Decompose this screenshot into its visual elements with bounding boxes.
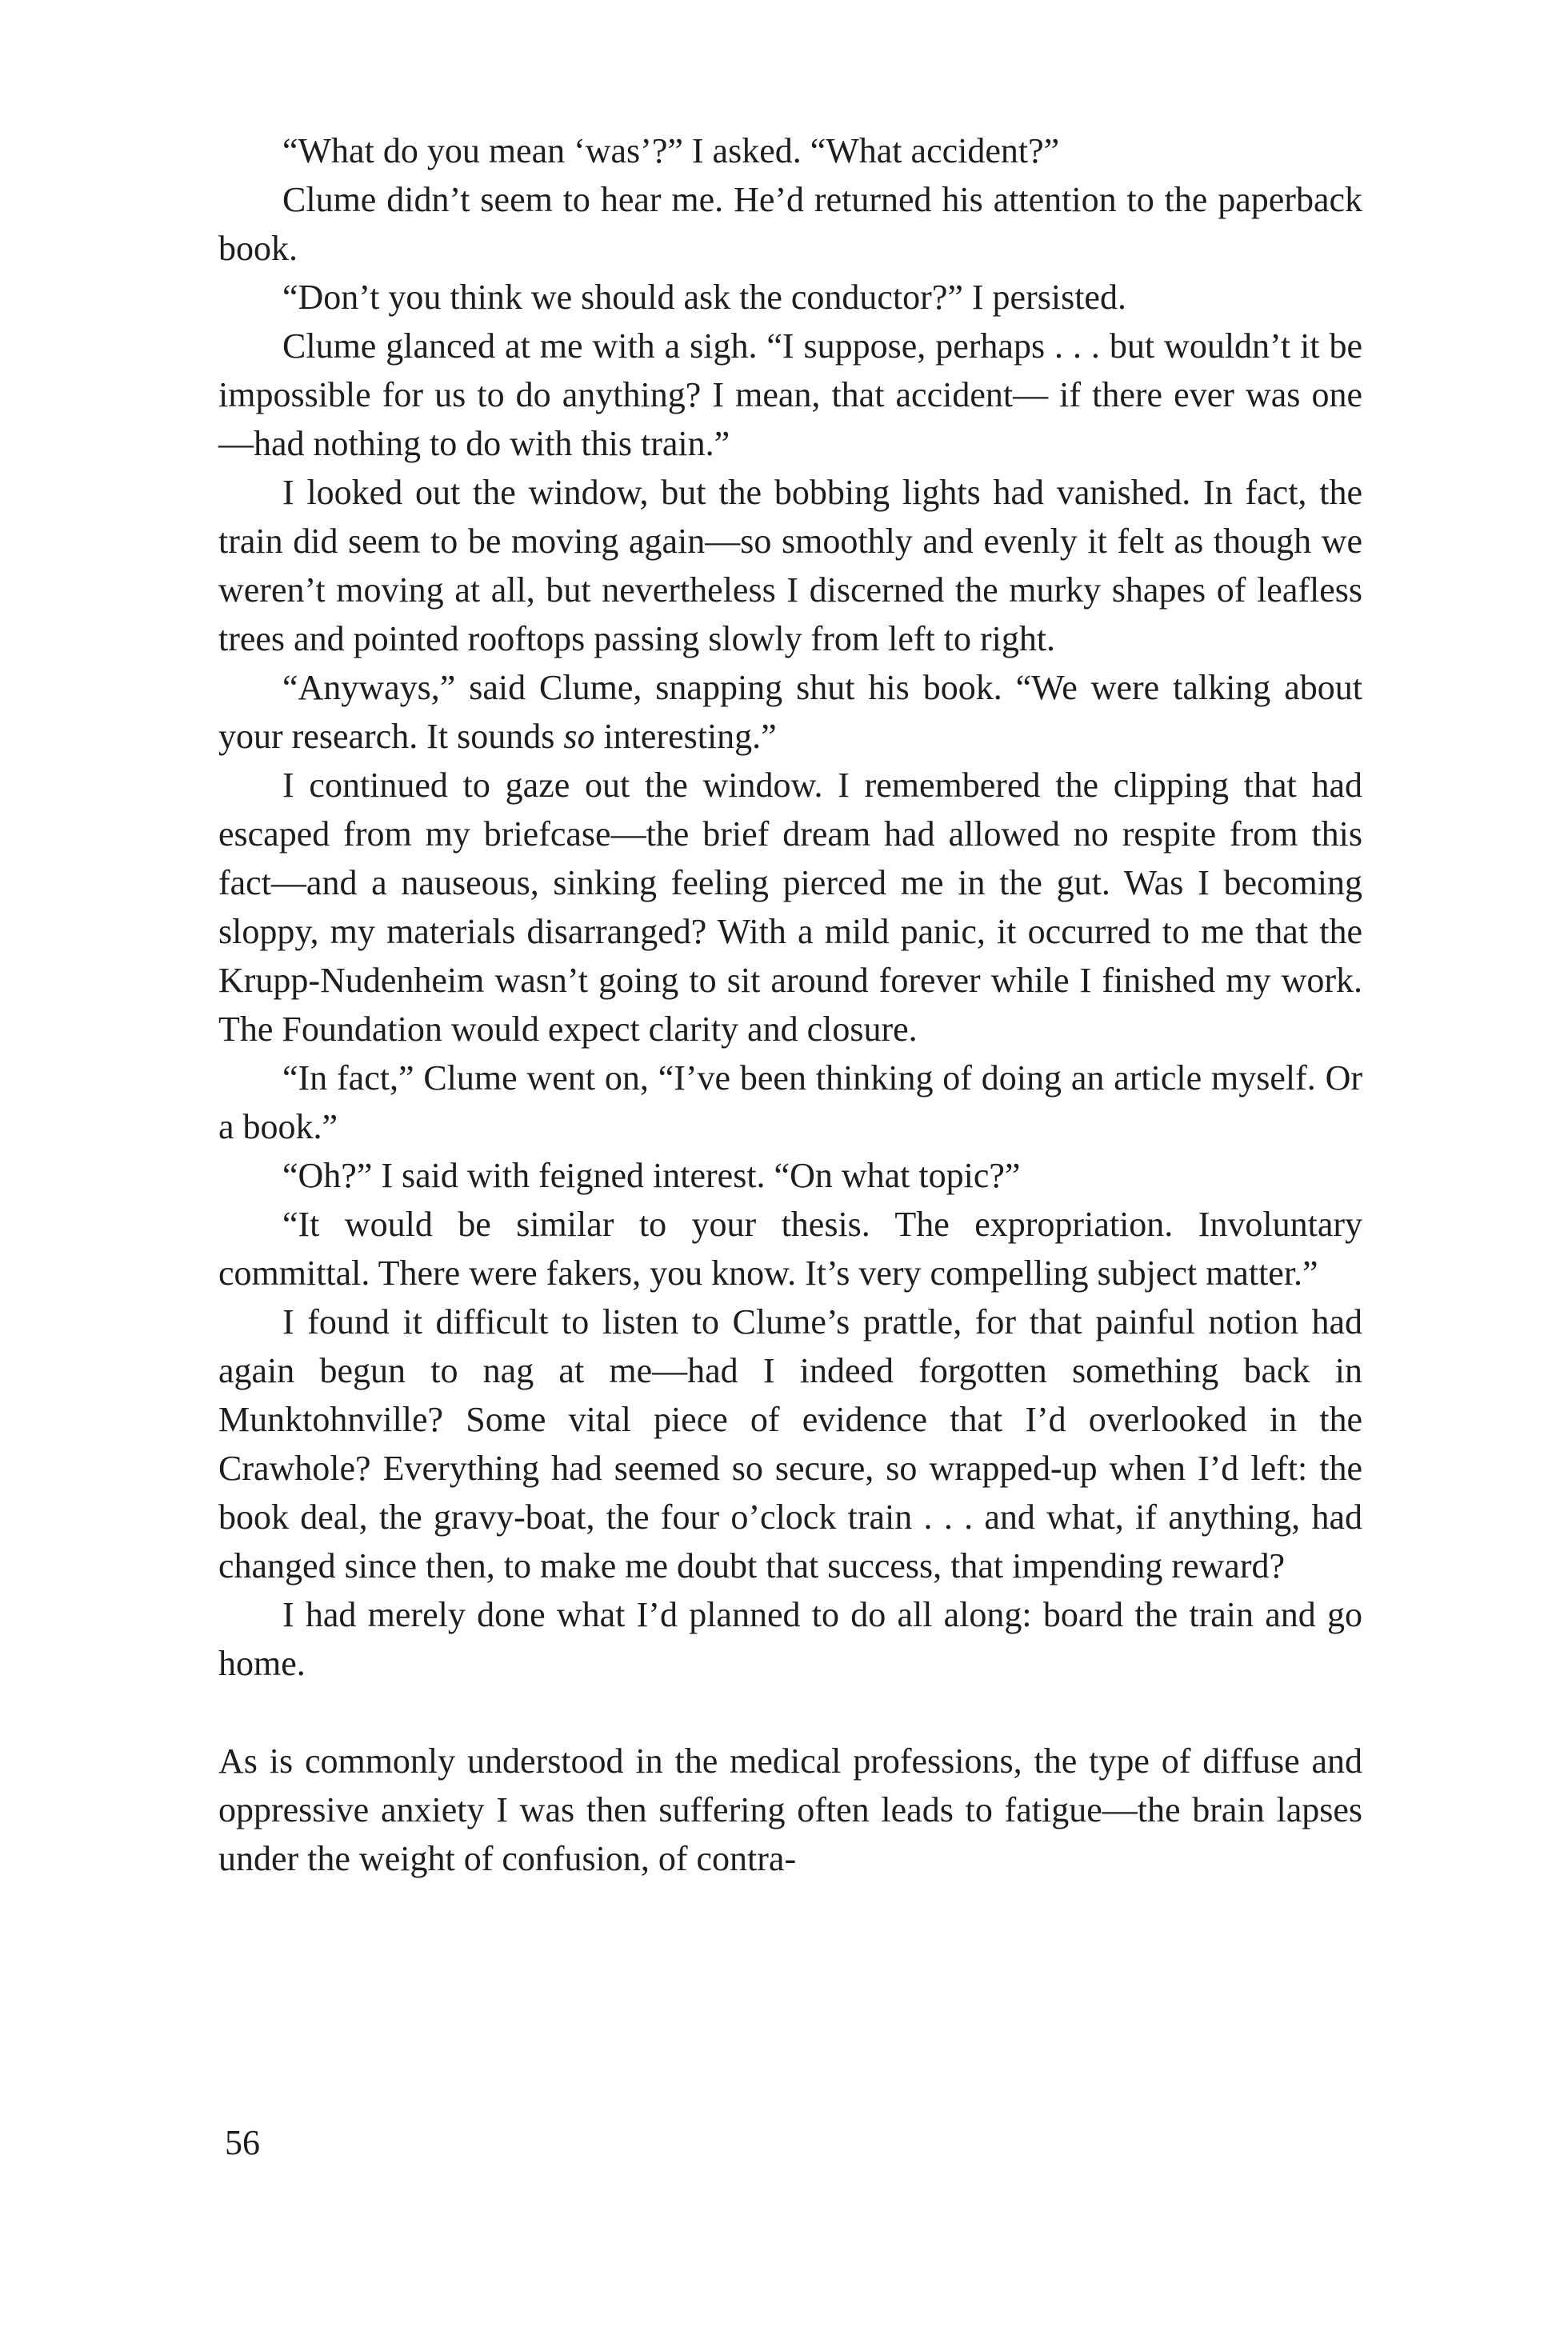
- page-number: 56: [225, 2123, 260, 2162]
- paragraph-5: I looked out the window, but the bobbing lights had vanished. In fact, the train did seem to be moving again—so smoothly and evenly it felt as though we weren’t moving at all, but nevertheless I discerned the murky shapes of leafless trees and pointed rooftops passing slowly from left to right.: [218, 473, 1362, 658]
- paragraph-7: I continued to gaze out the window. I remembered the clipping that had escaped from my briefcase—the brief dream had allowed no respite from this fact—and a nauseous, sinking feeling pierced me in the gut. Was I becoming sloppy, my materials disarranged? With a mild panic, it occurred to me that the Krupp-Nudenheim wasn’t going to sit around forever while I finished my work. The Foundation would expect clarity and closure.: [218, 766, 1362, 1049]
- paragraph-2: Clume didn’t seem to hear me. He’d returned his attention to the paperback book.: [218, 180, 1362, 268]
- paragraph-9: “Oh?” I said with feigned interest. “On what topic?”: [282, 1156, 1021, 1195]
- section-break: [218, 1688, 1362, 1737]
- emphasis-word: so: [563, 717, 595, 756]
- paragraph-4: Clume glanced at me with a sigh. “I suppose, perhaps . . . but wouldn’t it be impossible for us to do anything? I mean, that accident— if there ever was one—had nothing to do with this train.”: [218, 326, 1362, 463]
- paragraph-6-tail: interesting.”: [594, 717, 777, 756]
- paragraph-6: [218, 663, 1362, 761]
- paragraph-11: I found it difficult to listen to Clume’s prattle, for that painful notion had again begun to nag at me—had I indeed forgotten something back in Munktohnville? Some vital piece of evidence that I’d overlooked in the Crawhole? Everything had seemed so secure, so wrapped-up when I’d left: the book deal, the gravy-boat, the four o’clock train . . . and what, if anything, had changed since then, to make me doubt that success, that impending reward?: [218, 1302, 1362, 1585]
- paragraph-6-text: “Anyways,” said Clume, snapping shut his book. “We were talking about your research. It sounds: [218, 668, 1362, 756]
- paragraph-10: “It would be similar to your thesis. The expropriation. Involuntary committal. There were fakers, you know. It’s very compelling subject matter.”: [218, 1205, 1362, 1293]
- body-text: [218, 126, 1362, 1883]
- paragraph-3: “Don’t you think we should ask the conductor?” I persisted.: [282, 278, 1126, 317]
- paragraph-13: As is commonly understood in the medical professions, the type of diffuse and oppressive anxiety I was then suffering often leads to fatigue—the brain lapses under the weight of confusion, of contra-: [218, 1741, 1362, 1878]
- paragraph-12: I had merely done what I’d planned to do all along: board the train and go home.: [218, 1595, 1362, 1683]
- paragraph-8: “In fact,” Clume went on, “I’ve been thinking of doing an article myself. Or a book.”: [218, 1058, 1362, 1146]
- paragraph-1: “What do you mean ‘was’?” I asked. “What accident?”: [282, 131, 1060, 170]
- book-page: [218, 0, 1362, 2343]
